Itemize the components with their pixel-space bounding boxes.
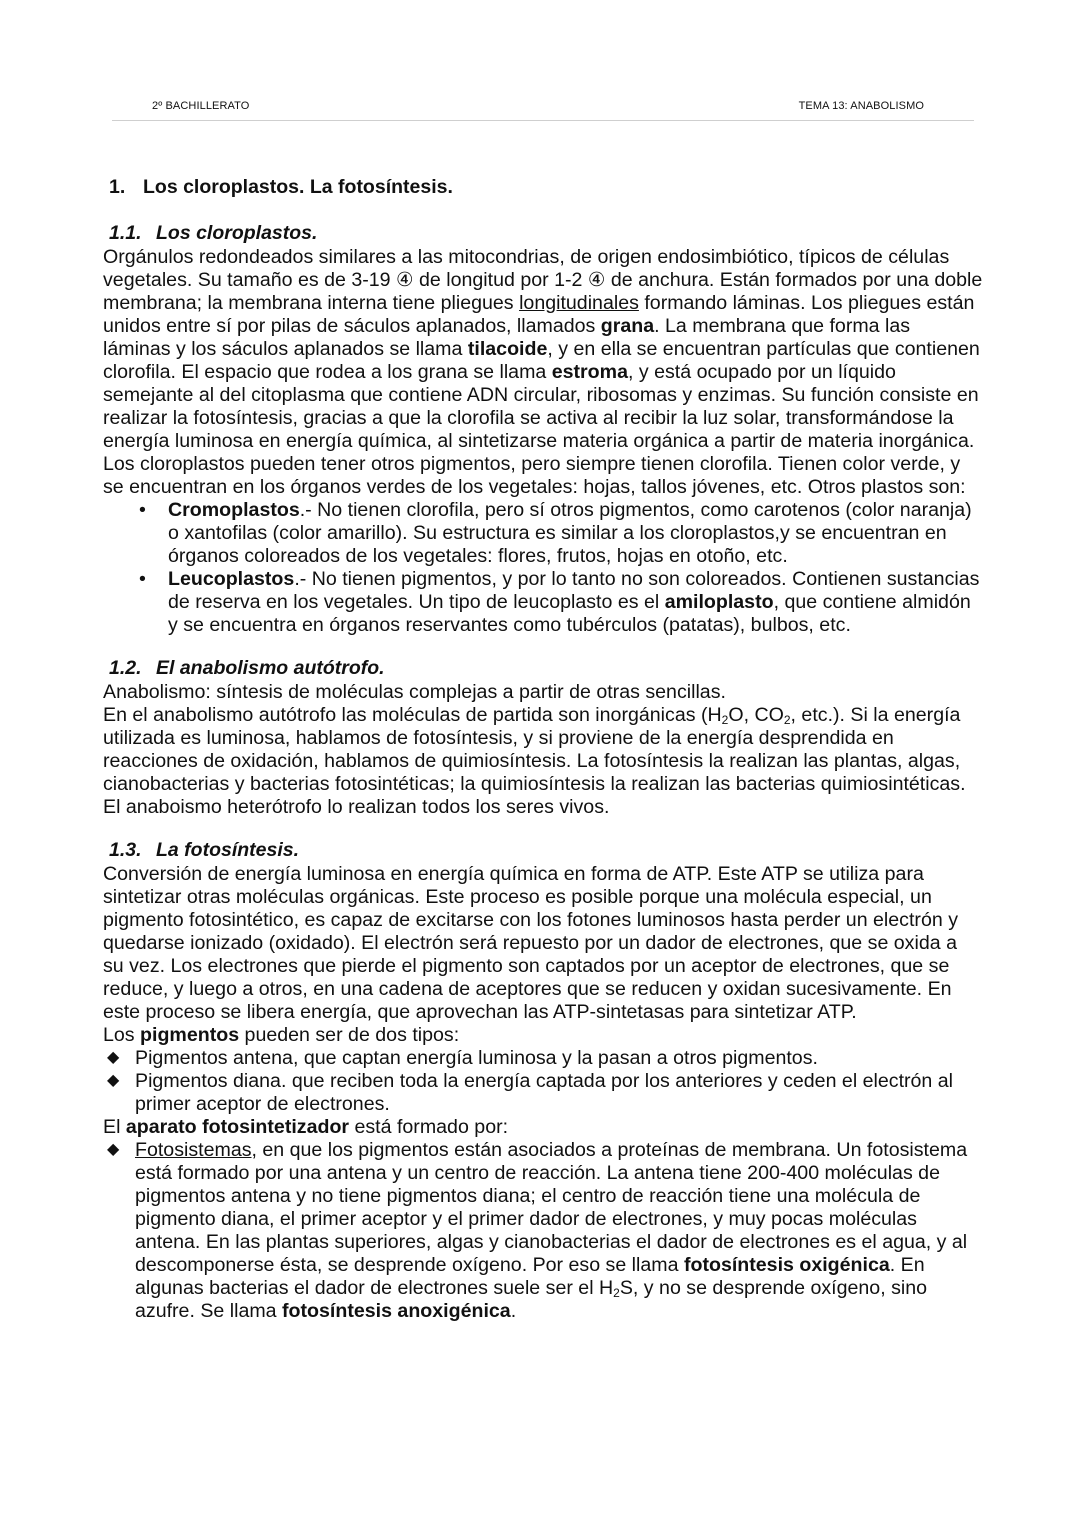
apparatus-intro: El aparato fotosintetizador está formado por:: [103, 1116, 509, 1138]
header-course: 2º BACHILLERATO: [152, 100, 250, 112]
list-item-antena: ◆ Pigmentos antena, que captan energía luminosa y la pasan a otros pigmentos.: [107, 1047, 818, 1069]
term-grana: grana: [600, 315, 655, 337]
bullet-icon: •: [139, 568, 146, 590]
diamond-bullet-icon: ◆: [107, 1141, 120, 1158]
autotrophic-paragraph: En el anabolismo autótrofo las moléculas de partida son inorgánicas ($H_2O$, $CO_2$, etc.). Si la energía utilizada es luminosa, hablamos de fotosíntesis, y si proviene de la energía desprendida en reacciones de oxidación, hablamos de quimiosíntesis. La fotosíntesis la realizan las plantas, algas, cianobacterias y bacterias fotosintéticas; la quimiosíntesis la realizan las bacterias quimiosintéticas. El anaboismo heterótrofo lo realizan todos los seres vivos.: [103, 704, 966, 818]
bullet-icon: •: [139, 499, 146, 521]
list-item-leucoplastos: • Leucoplastos.- No tienen pigmentos, y por lo tanto no son coloreados. Contienen sustancias de reserva en los vegetales. Un tipo de leucoplasto es el amiloplasto, que contiene almidón y se encuentra en órganos reservantes como tubérculos (patatas), bulbos, etc.: [139, 568, 980, 636]
section-1-1-title: Los cloroplastos.: [156, 222, 318, 244]
section-1-3-number: 1.3.: [109, 839, 142, 861]
term-estroma: estroma: [551, 361, 628, 383]
apparatus-list: [103, 1139, 983, 1323]
section-1-3-title: La fotosíntesis.: [156, 839, 300, 861]
section-1-3-heading: [109, 839, 983, 863]
section-1-2-number: 1.2.: [109, 657, 142, 679]
list-item-fotosistemas: ◆ Fotosistemas, en que los pigmentos están asociados a proteínas de membrana. Un fotosistema está formado por una antena y un centro de reacción. La antena tiene 200-400 moléculas de pigmentos antena y no tiene pigmentos diana; el centro de reacción tiene una molécula de pigmento diana, el primer aceptor y el primer dador de electrones, y muy pocas moléculas antena. En las plantas superiores, algas y cianobacterias el dador de electrones es el agua, y al descomponerse ésta, se desprende oxígeno. Por eso se llama fotosíntesis oxigénica. En algunas bacterias el dador de electrones suele ser el $H_2S$, y no se desprende oxígeno, sino azufre. Se llama fotosíntesis anoxigénica.: [107, 1139, 968, 1322]
plastids-paragraph: Los cloroplastos pueden tener otros pigmentos, pero siempre tienen clorofila. Tienen color verde, y se encuentran en los órganos verdes de los vegetales: hojas, tallos jóvenes, etc. Otros plastos son:: [103, 453, 966, 498]
header-topic: TEMA 13: ANABOLISMO: [798, 100, 924, 112]
plastid-list: [103, 499, 983, 637]
underlined-term: longitudinales: [519, 292, 639, 314]
term-tilacoide: tilacoide: [467, 338, 548, 360]
chloroplast-paragraph: Orgánulos redondeados similares a las mitocondrias, de origen endosimbiótico, típicos de células vegetales. Su tamaño es de 3-19 ④ de longitud por 1-2 ④ de anchura. Están formados por una doble membrana; la membrana interna tiene pliegues longitudinales formando láminas. Los pliegues están unidos entre sí por pilas de sáculos aplanados, llamados grana. La membrana que forma las láminas y los sáculos aplanados se llama tilacoide, y en ella se encuentran partículas que contienen clorofila. El espacio que rodea a los grana se llama estroma, y está ocupado por un líquido semejante al del citoplasma que contiene ADN circular, ribosomas y enzimas. Su función consiste en realizar la fotosíntesis, gracias a que la clorofila se activa al recibir la luz solar, transformándose la energía luminosa en energía química, al sintetizarse materia orgánica a partir de materia inorgánica.: [103, 246, 983, 452]
section-1-1-number: 1.1.: [109, 222, 142, 244]
section-1-heading: [109, 176, 983, 202]
list-item-cromoplastos: • Cromoplastos.- No tienen clorofila, pero sí otros pigmentos, como carotenos (color naranja) o xantofilas (color amarillo). Su estructura es similar a los cloroplastos,y se encuentran en órganos coloreados de los vegetales: flores, frutos, hojas en otoño, etc.: [139, 499, 972, 567]
list-item-diana: ◆ Pigmentos diana. que reciben toda la energía captada por los anteriores y ceden el electrón al primer aceptor de electrones.: [107, 1070, 954, 1115]
section-1-number: 1.: [109, 176, 126, 198]
pigment-list: [103, 1047, 983, 1116]
document-body: [103, 176, 983, 1323]
diamond-bullet-icon: ◆: [107, 1072, 120, 1089]
section-1-2-heading: [109, 657, 983, 681]
section-1-1-heading: [109, 222, 983, 246]
anabolism-definition: Anabolismo: síntesis de moléculas complejas a partir de otras sencillas.: [103, 681, 726, 703]
section-1-title: Los cloroplastos. La fotosíntesis.: [143, 176, 453, 198]
page-header: [112, 100, 974, 121]
photosynthesis-paragraph: Conversión de energía luminosa en energía química en forma de ATP. Este ATP se utiliza para sintetizar otras moléculas orgánicas. Este proceso es posible porque una molécula especial, un pigmento fotosintético, es capaz de excitarse con los fotones luminosos hasta perder un electrón y quedarse ionizado (oxidado). El electrón será repuesto por un dador de electrones, que se oxida a su vez. Los electrones que pierde el pigmento son captados por un aceptor de electrones, que se reduce, y luego a otros, en una cadena de aceptores que se reducen y oxidan sucesivamente. En este proceso se libera energía, que aprovechan las ATP-sintetasas para sintetizar ATP.: [103, 863, 958, 1023]
diamond-bullet-icon: ◆: [107, 1049, 120, 1066]
pigments-intro: Los pigmentos pueden ser de dos tipos:: [103, 1024, 460, 1046]
section-1-2-title: El anabolismo autótrofo.: [156, 657, 385, 679]
